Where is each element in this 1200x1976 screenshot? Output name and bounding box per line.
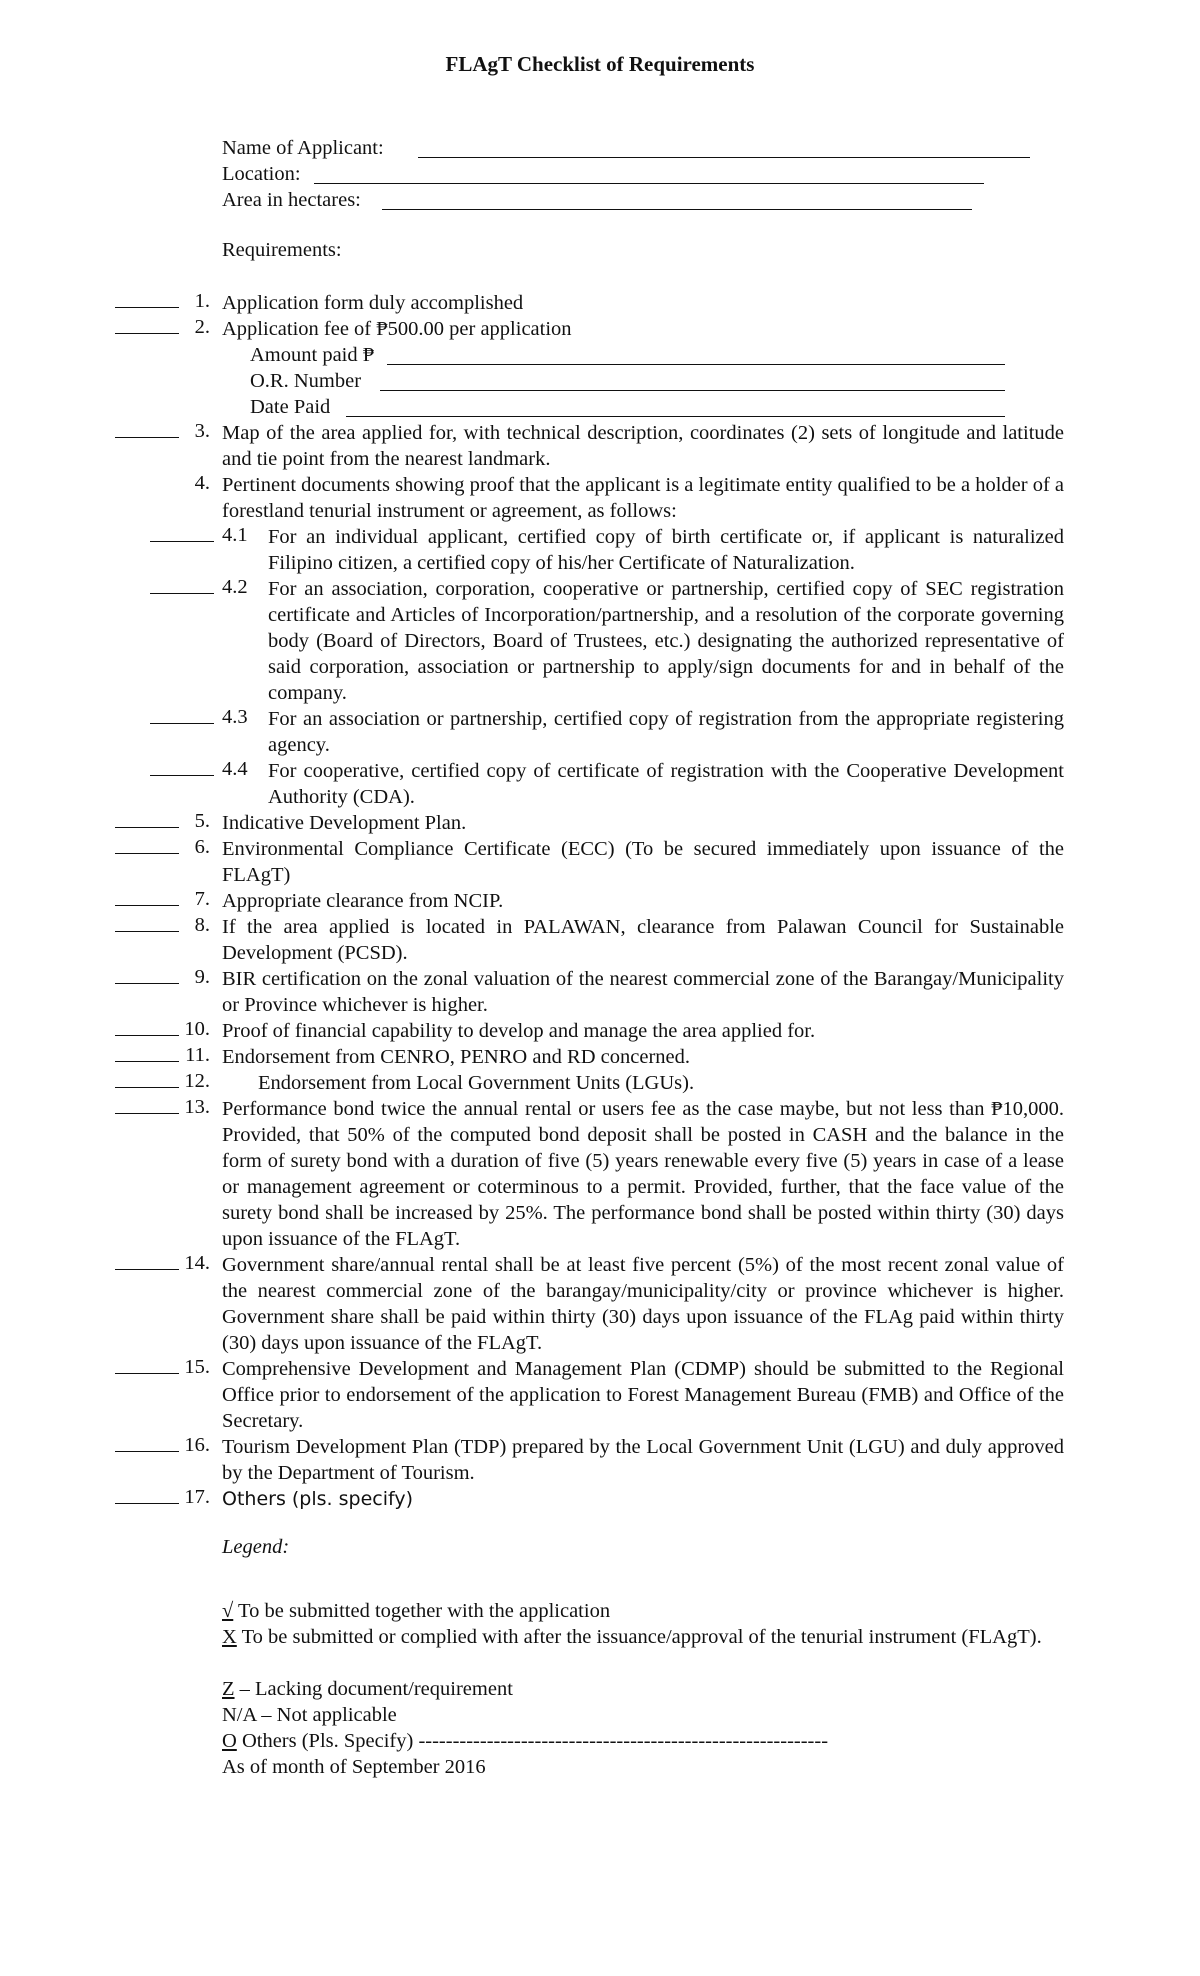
check-symbol: √ (222, 1600, 234, 1622)
check-blank-16[interactable] (115, 1451, 179, 1452)
check-blank-10[interactable] (115, 1035, 179, 1036)
item-number: 14. (184, 1252, 210, 1274)
check-blank-11[interactable] (115, 1061, 179, 1062)
item-text: For an individual applicant, certified copy of birth certificate or, if applicant is naturalized Filipino citizen, a certified copy of his/her Certificate of Naturalization. (268, 526, 1064, 574)
or-number-field[interactable] (250, 368, 361, 394)
requirements-heading: Requirements: (222, 239, 342, 261)
item-number: 15. (184, 1356, 210, 1378)
item-text: Application form duly accomplished (222, 292, 524, 314)
item-text: BIR certification on the zonal valuation of the nearest commercial zone of the Barangay/Municipality or Province whichever is higher. (222, 968, 1064, 1016)
check-blank-4-3[interactable] (150, 723, 214, 724)
or-number-line[interactable] (380, 390, 1005, 391)
item-number: 4. (194, 472, 210, 494)
item-number: 4.4 (222, 758, 248, 780)
item-number: 4.3 (222, 706, 248, 728)
z-symbol: Z (222, 1678, 235, 1700)
item-text: Endorsement from CENRO, PENRO and RD concerned. (222, 1046, 690, 1068)
check-blank-15[interactable] (115, 1373, 179, 1374)
check-blank-12[interactable] (115, 1087, 179, 1088)
item-text: If the area applied is located in PALAWAN, clearance from Palawan Council for Sustainable Development (PCSD). (222, 916, 1064, 964)
o-symbol: O (222, 1730, 237, 1752)
x-symbol: X (222, 1626, 237, 1648)
legend-text: To be submitted together with the application (238, 1600, 611, 1622)
check-blank-3[interactable] (115, 437, 179, 438)
item-text: Map of the area applied for, with technical description, coordinates (2) sets of longitude and latitude and tie point from the nearest landmark. (222, 422, 1064, 470)
date-paid-field[interactable] (250, 394, 330, 420)
item-number: 13. (184, 1096, 210, 1118)
location-label: Location: (222, 163, 301, 185)
area-line[interactable] (382, 209, 972, 210)
item-text: Tourism Development Plan (TDP) prepared by the Local Government Unit (LGU) and duly approved by the Department of Tourism. (222, 1436, 1064, 1484)
check-blank-4-1[interactable] (150, 541, 214, 542)
item-number: 3. (194, 420, 210, 442)
item-number: 8. (194, 914, 210, 936)
item-number: 1. (194, 290, 210, 312)
or-number-label: O.R. Number (250, 370, 362, 392)
item-text: Proof of financial capability to develop and manage the area applied for. (222, 1020, 816, 1042)
area-field[interactable] (222, 187, 361, 213)
item-text: Endorsement from Local Government Units (LGUs). (258, 1072, 695, 1094)
legend-check (222, 1598, 1064, 1624)
legend-na: N/A – Not applicable (222, 1704, 397, 1726)
item-number: 16. (184, 1434, 210, 1456)
check-blank-1[interactable] (115, 307, 179, 308)
check-blank-4-2[interactable] (150, 593, 214, 594)
check-blank-14[interactable] (115, 1269, 179, 1270)
check-blank-4-4[interactable] (150, 775, 214, 776)
amount-paid-label: Amount paid ₱ (250, 344, 375, 366)
item-number: 12. (184, 1070, 210, 1092)
legend-title: Legend: (222, 1536, 290, 1558)
item-text: For an association, corporation, cooperative or partnership, certified copy of SEC registration certificate and Articles of Incorporation/partnership, and a resolution of the corporate governing body (Board of Directors, Board of Trustees, etc.) designating the authorized representative of said corporation, association or partnership to apply/sign documents for and in behalf of the company. (268, 578, 1064, 704)
item-number: 2. (194, 316, 210, 338)
check-blank-7[interactable] (115, 905, 179, 906)
item-text: Indicative Development Plan. (222, 812, 467, 834)
check-blank-6[interactable] (115, 853, 179, 854)
item-number: 9. (194, 966, 210, 988)
item-number: 17. (184, 1486, 210, 1508)
location-field[interactable] (222, 161, 301, 187)
item-text: For an association or partnership, certified copy of registration from the appropriate registering agency. (268, 708, 1064, 756)
item-number: 4.2 (222, 576, 248, 598)
legend-x (222, 1624, 1064, 1650)
date-paid-line[interactable] (346, 416, 1005, 417)
check-blank-13[interactable] (115, 1113, 179, 1114)
item-text: For cooperative, certified copy of certificate of registration with the Cooperative Development Authority (CDA). (268, 760, 1064, 808)
item-text: Pertinent documents showing proof that the applicant is a legitimate entity qualified to be a holder of a forestland tenurial instrument or agreement, as follows: (222, 474, 1064, 522)
item-number: 4.1 (222, 524, 248, 546)
location-line[interactable] (314, 183, 984, 184)
check-blank-17[interactable] (115, 1503, 179, 1504)
applicant-field[interactable] (222, 135, 384, 161)
check-blank-8[interactable] (115, 931, 179, 932)
amount-paid-field[interactable] (250, 342, 374, 368)
applicant-label: Name of Applicant: (222, 137, 384, 159)
date-paid-label: Date Paid (250, 396, 331, 418)
applicant-line[interactable] (418, 157, 1030, 158)
area-label: Area in hectares: (222, 189, 361, 211)
item-number: 6. (194, 836, 210, 858)
check-blank-5[interactable] (115, 827, 179, 828)
item-text: Appropriate clearance from NCIP. (222, 890, 504, 912)
legend-text: – Lacking document/requirement (239, 1678, 513, 1700)
as-of-date: As of month of September 2016 (222, 1756, 486, 1778)
item-text: Performance bond twice the annual rental or users fee as the case maybe, but not less than ₱10,000. Provided, that 50% of the computed bond deposit shall be posted in CASH and the balance in the form of surety bond with a duration of five (5) years renewable every five (5) years in case of a lease or management agreement or coterminous to a permit. Provided, further, that the face value of the surety bond shall be increased by 25%. The performance bond shall be posted within thirty (30) days upon issuance of the FLAgT. (222, 1098, 1064, 1250)
item-text: Application fee of ₱500.00 per application (222, 318, 572, 340)
item-text: Comprehensive Development and Management Plan (CDMP) should be submitted to the Regional Office prior to endorsement of the application to Forest Management Bureau (FMB) and Office of the Secretary. (222, 1358, 1064, 1432)
page-title: FLAgT Checklist of Requirements (445, 52, 755, 76)
item-number: 7. (194, 888, 210, 910)
item-text: Government share/annual rental shall be at least five percent (5%) of the most recent zonal value of the nearest commercial zone of the barangay/municipality/city or province whichever is higher. Government share shall be paid within thirty (30) days upon issuance of the FLAg paid within thirty (30) days upon issuance of the FLAgT. (222, 1254, 1064, 1354)
item-text: Environmental Compliance Certificate (ECC) (To be secured immediately upon issuance of the FLAgT) (222, 838, 1064, 886)
legend-text: To be submitted or complied with after the issuance/approval of the tenurial instrument (FLAgT). (241, 1626, 1042, 1648)
legend-o (222, 1728, 1064, 1754)
legend-z (222, 1676, 1064, 1702)
item-number: 11. (185, 1044, 210, 1066)
check-blank-9[interactable] (115, 983, 179, 984)
check-blank-2[interactable] (115, 333, 179, 334)
item-number: 5. (194, 810, 210, 832)
item-number: 10. (184, 1018, 210, 1040)
legend-text: Others (Pls. Specify) ------------------------------------------------------------ (241, 1730, 829, 1752)
amount-paid-line[interactable] (387, 364, 1005, 365)
item-text: Others (pls. specify) (222, 1488, 414, 1510)
